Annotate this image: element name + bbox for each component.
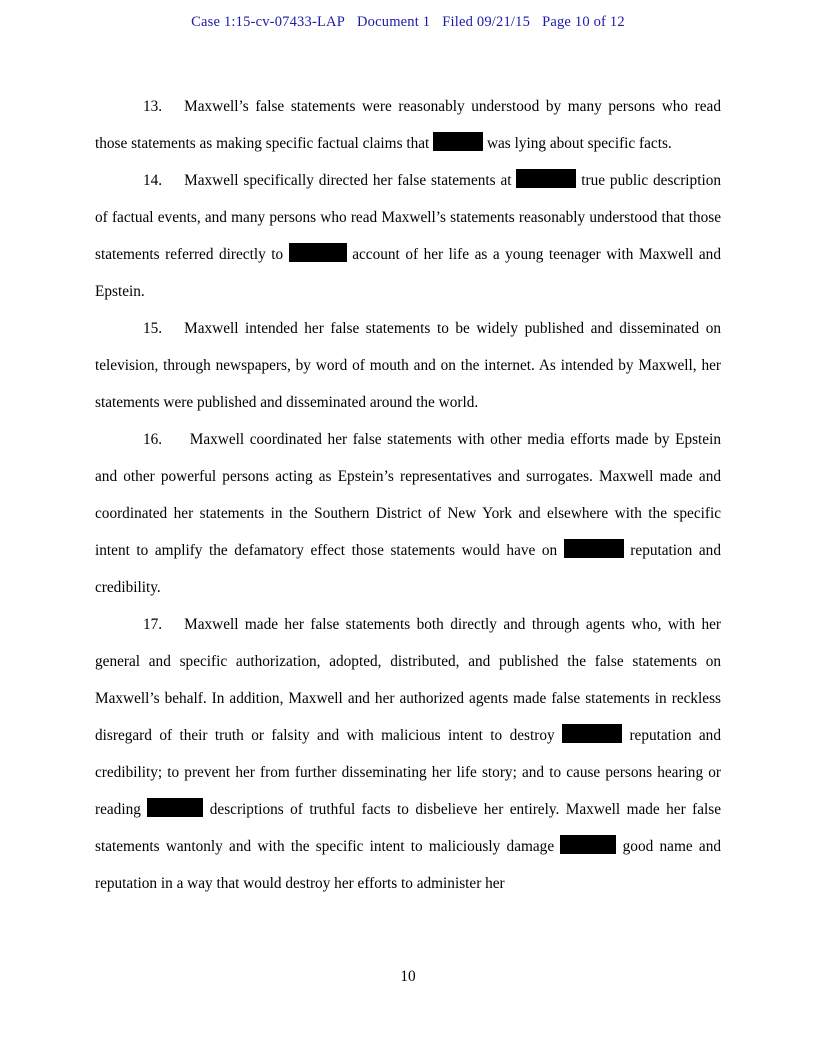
paragraph-number: 16. (143, 431, 163, 448)
redaction-block (147, 798, 203, 817)
header-page-label: Page 10 of 12 (542, 14, 625, 30)
document-body (95, 88, 721, 902)
page-number-footer: 10 (400, 968, 416, 985)
paragraph (95, 606, 721, 902)
paragraph-number-gap (162, 606, 184, 643)
paragraph-text: good name and reputation in a way that would destroy her efforts to administer her (95, 838, 721, 892)
paragraph (95, 162, 721, 310)
paragraph-text: Maxwell made her false statements both directly and through agents who, with her general and specific authorization, adopted, distributed, and published the false statements on Maxwell’s behalf. In addition, Maxwell and her authorized agents made false statements in reckless disregard of their truth or falsity and with malicious intent to destroy (95, 616, 721, 744)
paragraph-number-gap (162, 88, 184, 125)
paragraph-text: was lying about specific facts. (483, 135, 672, 152)
paragraph-indent (95, 88, 143, 125)
redaction-block (289, 243, 347, 262)
paragraph-text: Maxwell coordinated her false statements with other media efforts made by Epstein and other powerful persons acting as Epstein’s representatives and surrogates. Maxwell made and coordinated her statements in the Southern District of New York and elsewhere with the specific intent to amplify the defamatory effect those statements would have on (95, 431, 721, 559)
paragraph (95, 421, 721, 606)
paragraph-indent (95, 162, 143, 199)
paragraph-indent (95, 310, 143, 347)
paragraph-number-gap (162, 421, 184, 458)
paragraph-text: true public description of factual events, and many persons who read Maxwell’s statements reasonably understood that those statements referred directly to (95, 172, 721, 263)
redaction-block (562, 724, 622, 743)
paragraph (95, 88, 721, 162)
redaction-block (560, 835, 616, 854)
redaction-block (433, 132, 483, 151)
paragraph-indent (95, 606, 143, 643)
paragraph-number: 13. (143, 98, 163, 115)
paragraph-text: Maxwell’s false statements were reasonably understood by many persons who read those statements as making specific factual claims that (95, 98, 721, 152)
ecf-header-stamp (0, 14, 816, 31)
paragraph-number-gap (162, 310, 184, 347)
paragraph-text: account of her life as a young teenager with Maxwell and Epstein. (95, 246, 721, 300)
paragraph-indent (95, 421, 143, 458)
redaction-block (564, 539, 624, 558)
paragraph-text: reputation and credibility; to prevent her from further disseminating her life story; and to cause persons hearing or reading (95, 727, 721, 818)
paragraph-number: 17. (143, 616, 163, 633)
header-filed-date: Filed 09/21/15 (442, 14, 531, 30)
header-document-number: Document 1 (356, 14, 431, 30)
paragraph (95, 310, 721, 421)
paragraph-text: Maxwell specifically directed her false statements at (184, 172, 517, 189)
header-case-number: Case 1:15-cv-07433-LAP (191, 14, 345, 30)
paragraph-number: 15. (143, 320, 163, 337)
paragraph-number: 14. (143, 172, 163, 189)
paragraph-text: Maxwell intended her false statements to be widely published and disseminated on television, through newspapers, by word of mouth and on the internet. As intended by Maxwell, her statements were published and disseminated around the world. (95, 320, 721, 411)
paragraph-text: reputation and credibility. (95, 542, 721, 596)
paragraph-number-gap (162, 162, 184, 199)
redaction-block (516, 169, 576, 188)
paragraph-text: descriptions of truthful facts to disbelieve her entirely. Maxwell made her false statements wantonly and with the specific intent to maliciously damage (95, 801, 721, 855)
